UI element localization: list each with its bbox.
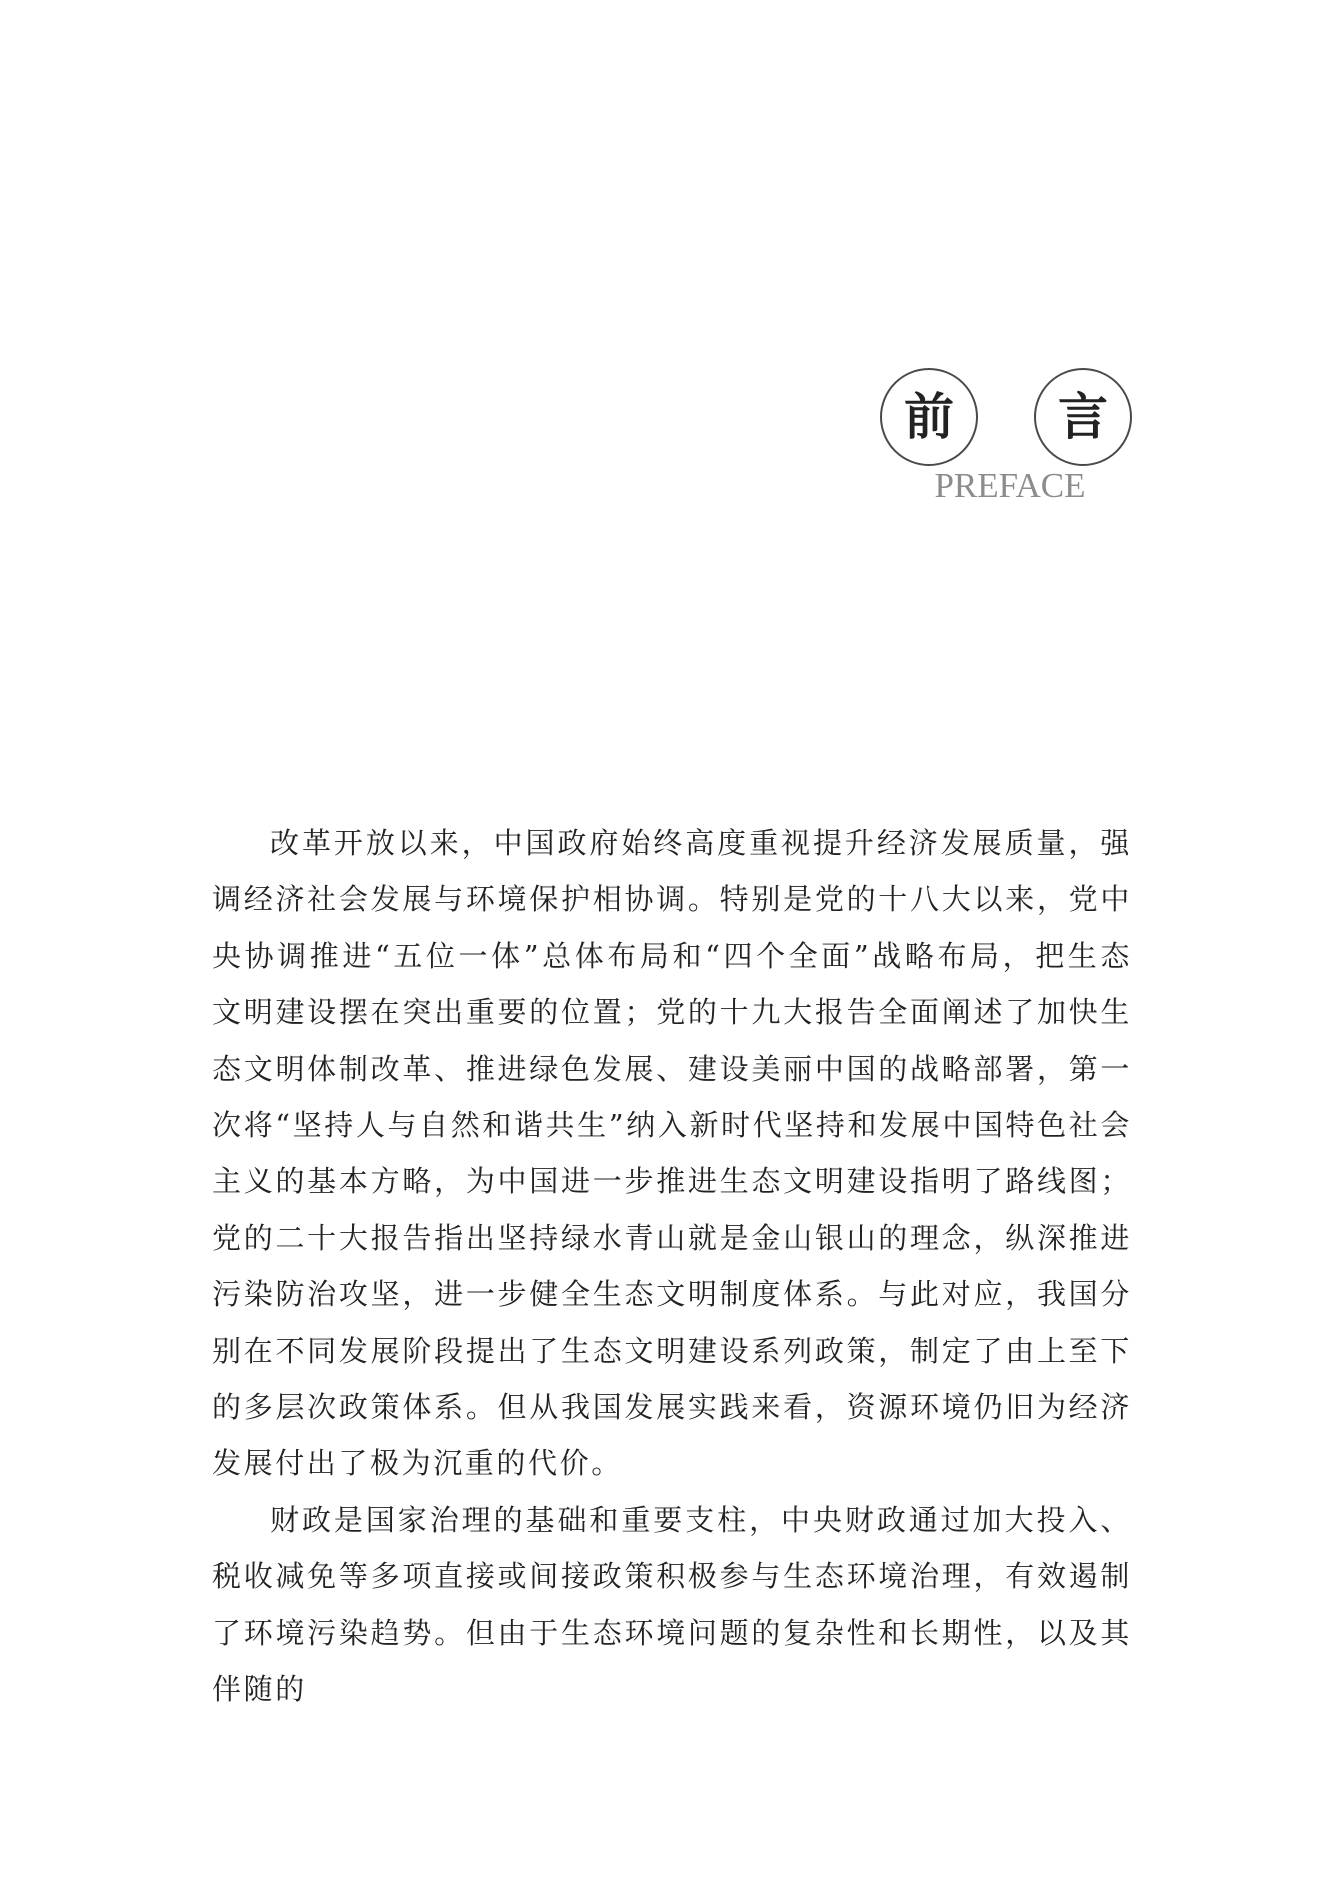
preface-heading [880, 368, 1140, 518]
heading-char-yan: 言 [1034, 368, 1132, 466]
paragraph-1: 改革开放以来，中国政府始终高度重视提升经济发展质量，强调经济社会发展与环境保护相协调。特别是党的十八大以来，党中央协调推进“五位一体”总体布局和“四个全面”战略布局，把生态文明建设摆在突出重要的位置；党的十九大报告全面阐述了加快生态文明体制改革、推进绿色发展、建设美丽中国的战略部署，第一次将“坚持人与自然和谐共生”纳入新时代坚持和发展中国特色社会主义的基本方略，为中国进一步推进生态文明建设指明了路线图；党的二十大报告指出坚持绿水青山就是金山银山的理念，纵深推进污染防治攻坚，进一步健全生态文明制度体系。与此对应，我国分别在不同发展阶段提出了生态文明建设系列政策，制定了由上至下的多层次政策体系。但从我国发展实践来看，资源环境仍旧为经济发展付出了极为沉重的代价。 [212, 826, 1132, 1481]
paragraph-2: 财政是国家治理的基础和重要支柱，中央财政通过加大投入、税收减免等多项直接或间接政策积极参与生态环境治理，有效遏制了环境污染趋势。但由于生态环境问题的复杂性和长期性，以及其伴随的 [212, 1502, 1132, 1707]
heading-char-qian: 前 [880, 368, 978, 466]
heading-english-title: PREFACE [934, 466, 1086, 505]
preface-body [212, 815, 1132, 1718]
